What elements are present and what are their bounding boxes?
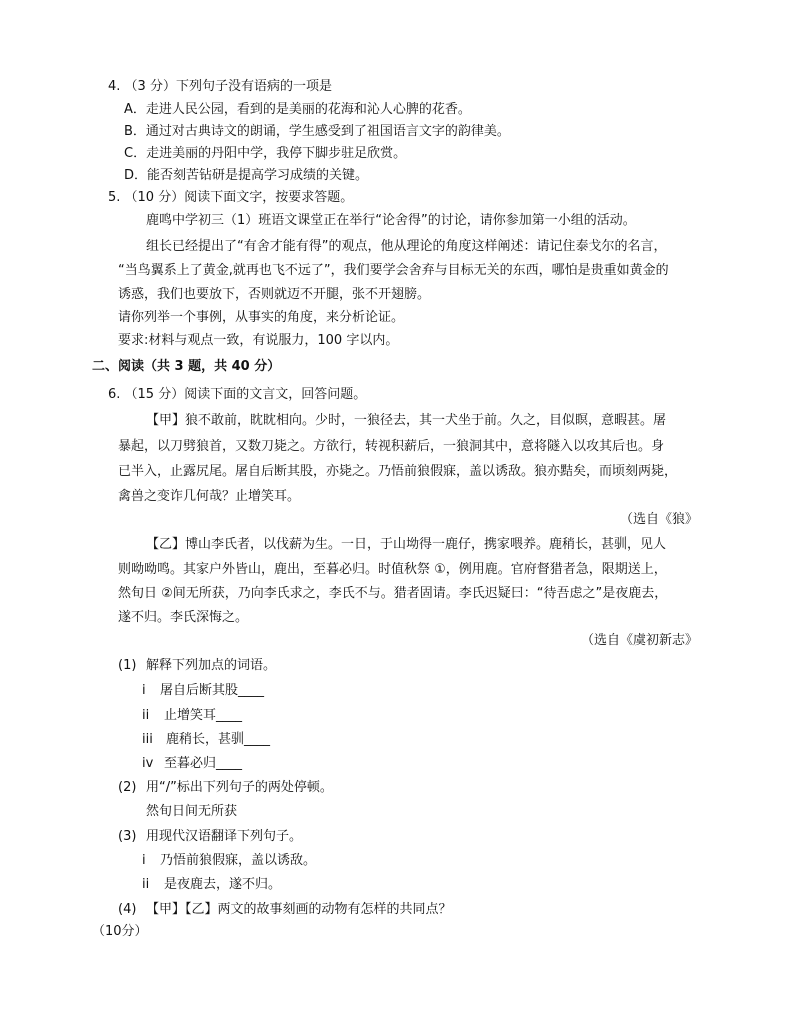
q6-jia-source: （选自《狼》 <box>619 512 698 527</box>
q6-sub2-label: (2) <box>118 780 137 795</box>
q6-jia-line-1: 【甲】狼不敢前，眈眈相向。少时，一狼径去，其一犬坐于前。久之，目似瞑，意暇甚。屠 <box>146 413 667 428</box>
q5-line-6: 要求:材料与观点一致，有说服力，100 字以内。 <box>118 333 399 348</box>
q6-sub4-label: (4) <box>118 902 137 917</box>
q5-line-5: 请你列举一个事例，从事实的角度，来分析论证。 <box>118 310 405 325</box>
q6-sub2-text: 用“/”标出下列句子的两处停顿。 <box>146 780 333 795</box>
q6-sub3-item-2-num: ii <box>142 877 150 892</box>
section-2-title: 二、阅读（共 3 题，共 40 分） <box>92 359 281 374</box>
q5-line-2: 组长已经提出了“有舍才能有得”的观点，他从理论的角度这样阐述：请记住泰戈尔的名言， <box>146 239 667 254</box>
q6-sub3-label: (3) <box>118 829 137 844</box>
q4-option-b: B．通过对古典诗文的朗诵，学生感受到了祖国语言文字的韵律美。 <box>124 124 510 139</box>
q5-line-3: “当鸟翼系上了黄金,就再也飞不远了”，我们要学会舍弃与目标无关的东西，哪怕是贵重如黄金的 <box>118 263 669 278</box>
q6-sub3-item-2: 是夜鹿去，遂不归。 <box>164 877 282 892</box>
q6-sub3-text: 用现代汉语翻译下列句子。 <box>146 829 303 844</box>
q6-sub1-item-3-num: iii <box>142 732 153 747</box>
trailing-points: （10分） <box>92 924 148 939</box>
q6-sub1-item-1-num: i <box>142 683 146 698</box>
q6-sub1-label: (1) <box>118 658 137 673</box>
q5-line-1: 鹿鸣中学初三（1）班语文课堂正在举行“论舍得”的讨论，请你参加第一小组的活动。 <box>146 213 636 228</box>
q6-stem: 6. （15 分）阅读下面的文言文，回答问题。 <box>108 387 367 402</box>
q6-yi-line-1: 【乙】博山李氏者，以伐薪为生。一日，于山坳得一鹿仔，携家喂养。鹿稍长，甚驯，见人 <box>146 537 667 552</box>
q5-line-4: 诱惑，我们也要放下，否则就迈不开腿，张不开翅膀。 <box>118 287 431 302</box>
q6-yi-line-2: 则呦呦鸣。其家户外皆山，鹿出，至暮必归。时值秋祭 ①，例用鹿。官府督猎者急，限期送上， <box>118 562 667 577</box>
q6-sub1-item-2-num: ii <box>142 708 150 723</box>
q4-option-d: D．能否刻苦钻研是提高学习成绩的关键。 <box>124 168 369 183</box>
q6-sub3-item-1-num: i <box>142 853 146 868</box>
q6-yi-line-3: 然旬日 ②间无所获，乃向李氏求之，李氏不与。猎者固请。李氏迟疑曰：“待吾虑之”是夜鹿去， <box>118 586 668 601</box>
q6-sub3-item-1: 乃悟前狼假寐，盖以诱敌。 <box>160 853 317 868</box>
q4-stem: 4. （3 分）下列句子没有语病的一项是 <box>108 79 332 94</box>
q6-sub1-item-4: 至暮必归____ <box>164 756 243 771</box>
q6-sub1-item-3: 鹿稍长，甚驯____ <box>166 732 271 747</box>
q6-sub4-text: 【甲】【乙】两文的故事刻画的动物有怎样的共同点？ <box>146 902 452 917</box>
q6-jia-line-3: 已半入，止露尻尾。屠自后断其股，亦毙之。乃悟前狼假寐，盖以诱敌。狼亦黠矣，而顷刻两毙， <box>118 464 678 479</box>
q6-sub2-content: 然旬日间无所获 <box>146 804 238 819</box>
q6-sub1-item-2: 止增笑耳____ <box>164 708 243 723</box>
q5-stem: 5. （10 分）阅读下面文字，按要求答题。 <box>108 190 354 205</box>
q6-yi-source: （选自《虞初新志》 <box>580 633 698 648</box>
q6-sub1-text: 解释下列加点的词语。 <box>146 658 277 673</box>
q6-sub1-item-4-num: iv <box>142 756 154 771</box>
q4-option-a: A．走进人民公园，看到的是美丽的花海和沁人心脾的花香。 <box>124 102 471 117</box>
q6-jia-line-2: 暴起，以刀劈狼首，又数刀毙之。方欲行，转视积薪后，一狼洞其中，意将隧入以攻其后也。身 <box>118 439 665 454</box>
q6-jia-line-4: 禽兽之变诈几何哉？止增笑耳。 <box>118 489 301 504</box>
q6-sub1-item-1: 屠自后断其股____ <box>160 683 265 698</box>
q4-option-c: C．走进美丽的丹阳中学，我停下脚步驻足欣赏。 <box>124 146 407 161</box>
q6-yi-line-4: 遂不归。李氏深悔之。 <box>118 610 249 625</box>
